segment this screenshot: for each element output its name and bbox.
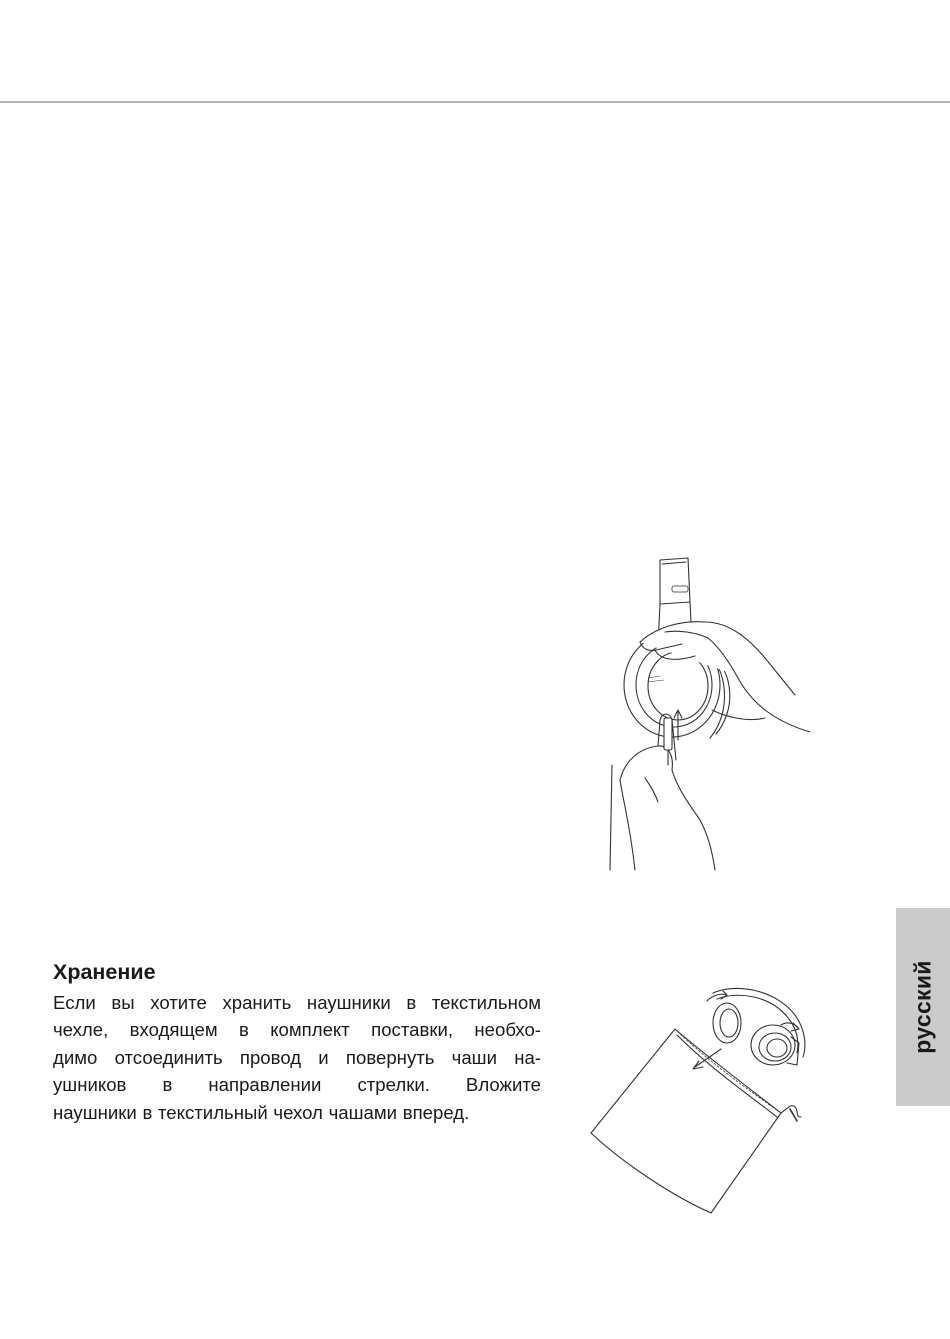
header-rule [0, 101, 950, 103]
section-body [53, 989, 541, 1126]
section-heading: Хранение [53, 960, 156, 984]
storage-illustration [585, 985, 815, 1220]
body-line: ушников в направлении стрелки. Вложите [53, 1074, 541, 1096]
storage-section [53, 958, 541, 1126]
body-line: Если вы хотите хранить наушники в текстильном [53, 992, 541, 1013]
language-tab-label: русский [909, 960, 936, 1054]
body-line: чехле, входящем в комплект поставки, необхо- [53, 1019, 541, 1041]
body-line: наушники в текстильный чехол чашами вперед. [53, 1101, 470, 1123]
body-line: димо отсоединить провод и повернуть чаши на- [53, 1046, 541, 1068]
cable-removal-illustration [600, 550, 810, 875]
language-tab [896, 908, 950, 1106]
